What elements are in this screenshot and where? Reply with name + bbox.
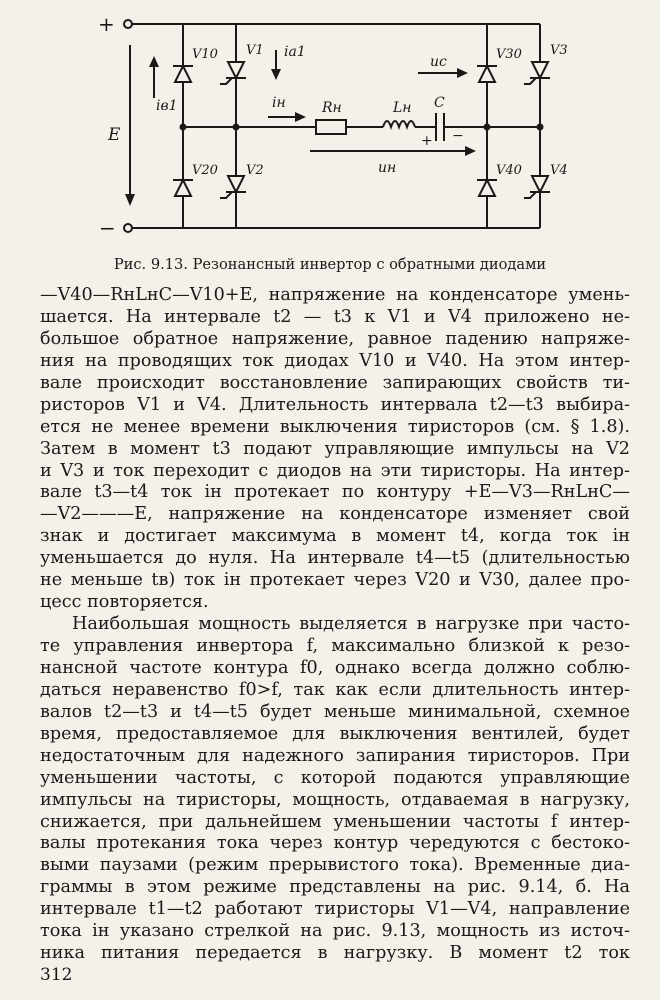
thyristor-v3 [532, 62, 548, 78]
label-in: iн [272, 95, 286, 111]
label-v20: V20 [192, 163, 218, 178]
text-line: ется не менее времени выключения тиристоров (см. § 1.8). [40, 416, 630, 437]
text-line: импульсы на тиристоры, мощность, отдаваемая в нагрузку, [40, 789, 630, 810]
label-ia1: ia1 [284, 44, 306, 60]
text-line: валы протекания тока через контур чередуются с бестоко- [40, 833, 630, 854]
text-line: и V3 и ток переходит с диодов на эти тиристоры. На интер- [40, 460, 630, 481]
label-c: C [434, 95, 445, 111]
label-un: uн [378, 160, 397, 176]
text-line: интервале t1—t2 работают тиристоры V1—V4, направление [40, 899, 630, 920]
text-line: ристоров V1 и V4. Длительность интервала t2—t3 выбира- [40, 394, 630, 415]
text-line: —V2———E, напряжение на конденсаторе изменяет свой [40, 504, 630, 525]
text-line: Наибольшая мощность выделяется в нагрузке при часто- [72, 614, 630, 635]
label-uc: uc [430, 54, 447, 70]
text-line: большое обратное напряжение, равное падению напряже- [40, 328, 630, 349]
text-line: выми паузами (режим прерывистого тока). Временные диа- [40, 855, 630, 876]
text-line: уменьшении частоты, с которой подаются управляющие [40, 767, 630, 788]
diode-v20 [175, 180, 191, 196]
text-line: снижается, при дальнейшем уменьшении частоты f интер- [40, 811, 630, 832]
label-v30: V30 [496, 47, 522, 62]
label-v2: V2 [246, 163, 264, 178]
label-v3: V3 [550, 43, 568, 58]
thyristor-v4 [532, 176, 548, 192]
text-line: вале t3—t4 ток iн протекает по контуру +E—V3—RнLнC— [40, 482, 630, 503]
text-line: даться неравенство f0>f, так как если длительность интер- [40, 679, 630, 700]
terminal-minus-label: − [99, 216, 116, 240]
diode-v10 [175, 66, 191, 82]
text-line: —V40—RнLнC—V10+E, напряжение на конденсаторе умень- [40, 285, 630, 305]
label-v4: V4 [550, 163, 568, 178]
label-ib1: iв1 [156, 98, 178, 114]
body-text [40, 285, 630, 965]
label-rn: Rн [322, 100, 342, 116]
text-line: ния на проводящих ток диодах V10 и V40. На этом интер- [40, 350, 630, 371]
text-line: граммы в этом режиме представлены на рис. 9.14, б. На [40, 877, 630, 898]
text-line: шается. На интервале t2 — t3 к V1 и V4 приложено не- [40, 306, 630, 327]
text-line: тока iн указано стрелкой на рис. 9.13, мощность из источ- [40, 921, 630, 942]
text-line: уменьшается до нуля. На интервале t4—t5 (длительностью [40, 548, 630, 569]
terminal-plus-label: + [98, 12, 115, 36]
text-line: вале происходит восстановление запирающих свойств ти- [40, 372, 630, 393]
text-line: те управления инвертора f, максимально близкой к резо- [40, 636, 630, 656]
text-line: Затем в момент t3 подают управляющие импульсы на V2 [40, 438, 630, 459]
diode-v30 [479, 66, 495, 82]
circuit-diagram [0, 0, 660, 250]
label-v1: V1 [246, 43, 264, 58]
diode-v40 [479, 180, 495, 196]
text-line: ника питания передается в нагрузку. В момент t2 ток [40, 943, 630, 964]
text-line: валов t2—t3 и t4—t5 будет меньше минимальной, схемное [40, 701, 630, 722]
figure-caption: Рис. 9.13. Резонансный инвертор с обратными диодами [113, 256, 547, 273]
text-line: недостаточным для надежного запирания тиристоров. При [40, 745, 630, 766]
label-v40: V40 [496, 163, 522, 178]
text-line: не меньше tв) ток iн протекает через V20 и V30, далее про- [40, 570, 630, 591]
label-ln: Lн [393, 100, 412, 116]
text-line: цесс повторяется. [40, 592, 209, 613]
label-cap-plus: + [421, 133, 433, 149]
thyristor-v1 [228, 62, 244, 78]
label-v10: V10 [192, 47, 218, 62]
text-line: время, предоставляемое для выключения вентилей, будет [40, 723, 630, 744]
page-number: 312 [40, 965, 73, 985]
source-e-label: E [108, 125, 121, 145]
thyristor-v2 [228, 176, 244, 192]
text-line: нансной частоте контура f0, однако всегда должно соблю- [40, 657, 630, 678]
label-cap-minus: − [452, 128, 464, 144]
text-line: знак и достигает максимума в момент t4, когда ток iн [40, 526, 630, 547]
